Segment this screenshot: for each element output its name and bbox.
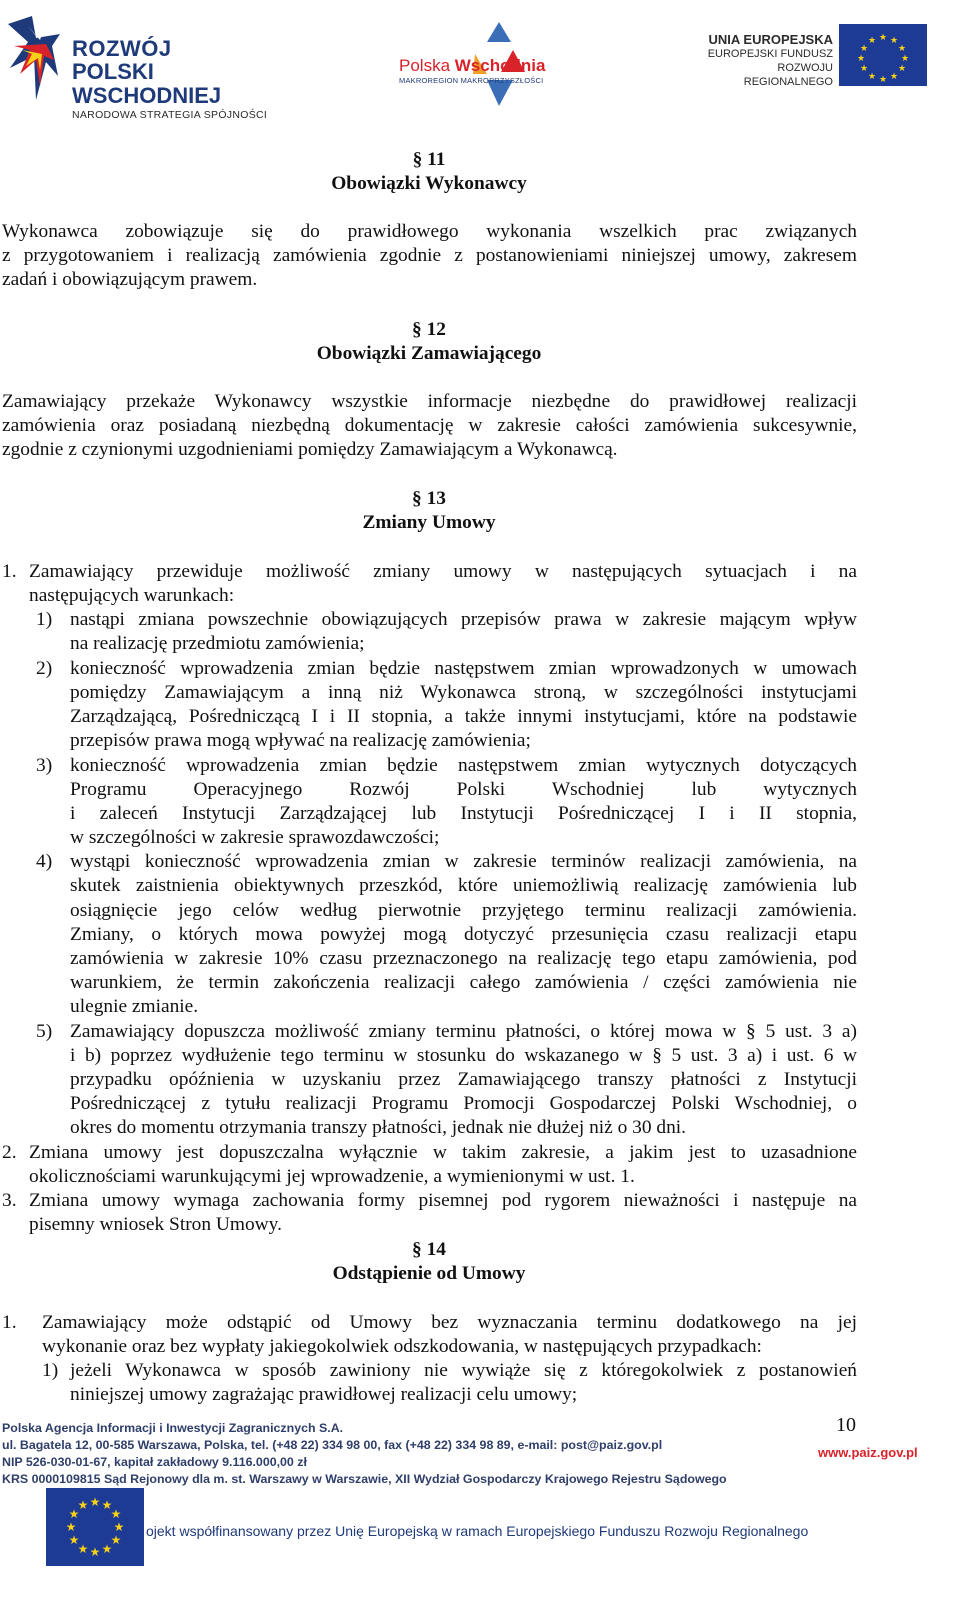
s14-item1-line2: wykonanie oraz bez wypłaty jakiegokolwiek odszkodowania, w następujących przypadkach: bbox=[42, 1336, 762, 1357]
s14-sub1-number: 1) bbox=[42, 1360, 59, 1381]
polska-wschodnia-logo bbox=[395, 20, 585, 110]
logo-rpw-line2: POLSKI WSCHODNIEJ bbox=[72, 59, 222, 108]
s13-sub5-line2: i b) poprzez wydłużenie tego terminu w stosunku do wskazanego w § 5 ust. 3 a) i ust. 6 w bbox=[70, 1045, 857, 1066]
svg-text:★: ★ bbox=[878, 33, 888, 43]
s13-item3-number: 3. bbox=[2, 1190, 17, 1211]
s13-sub2-line4: przepisów prawa mogą wpływać na realizację zamówienia; bbox=[70, 730, 531, 751]
svg-text:★: ★ bbox=[110, 1533, 122, 1547]
s13-sub2-line2: pomiędzy Zamawiającym a inną niż Wykonawca stroną, w szczególności instytucjami bbox=[70, 682, 857, 703]
s13-sub5-number: 5) bbox=[36, 1021, 53, 1042]
footer-krs: KRS 0000109815 Sąd Rejonowy dla m. st. Warszawy w Warszawie, XII Wydział Gospodarczy Krajowego Rejestru Sądowego bbox=[2, 1472, 727, 1486]
svg-text:★: ★ bbox=[867, 36, 877, 46]
s13-item3-line2: pisemny wniosek Stron Umowy. bbox=[29, 1214, 282, 1235]
svg-text:★: ★ bbox=[101, 1542, 113, 1556]
s13-sub2-line1: konieczność wprowadzenia zmian będzie następstwem zmian wprowadzonych w umowach bbox=[70, 658, 857, 679]
logo-rpw-line3: NARODOWA STRATEGIA SPÓJNOŚCI bbox=[72, 109, 268, 121]
svg-text:★: ★ bbox=[897, 64, 907, 74]
footer-cofinancing-note: ojekt współfinansowany przez Unię Europejską w ramach Europejskiego Funduszu Rozwoju Regionalnego bbox=[146, 1523, 809, 1539]
s13-sub2-number: 2) bbox=[36, 658, 53, 679]
s13-item1-line2: następujących warunkach: bbox=[29, 585, 235, 606]
s13-sub3-line3: i zaleceń Instytucji Zarządzającej lub Instytucji Pośredniczącej I i II stopnia, bbox=[70, 803, 857, 824]
s13-sub3-line4: w szczególności w zakresie sprawozdawczości; bbox=[70, 827, 440, 848]
s13-sub4-line4: Zmiany, o których mowa powyżej mogą dotyczyć przesunięcia czasu realizacji etapu bbox=[70, 924, 857, 945]
s14-sub1-line1: jeżeli Wykonawca w sposób zawiniony nie wywiąże się z któregokolwiek z postanowień bbox=[70, 1360, 857, 1381]
svg-text:★: ★ bbox=[68, 1507, 80, 1521]
logo-pw-name-a: Polska bbox=[399, 56, 455, 75]
logo-ue-line2: EUROPEJSKI FUNDUSZ bbox=[707, 48, 833, 60]
star-emblem-icon bbox=[6, 16, 60, 102]
svg-text:★: ★ bbox=[113, 1520, 125, 1534]
s13-sub4-line2: skutek zaistnienia obiektywnych przeszkód, które uniemożliwią realizację zamówienia lub bbox=[70, 875, 857, 896]
s13-sub1-line1: nastąpi zmiana powszechnie obowiązujących przepisów prawa w zakresie mającym wpływ bbox=[70, 609, 857, 630]
s13-sub5-line1: Zamawiający dopuszcza możliwość zmiany terminu płatności, o której mowa w § 5 ust. 3 a) bbox=[70, 1021, 857, 1042]
svg-text:★: ★ bbox=[878, 75, 888, 85]
s13-sub4-line7: ulegnie zmianie. bbox=[70, 996, 199, 1017]
logo-rpw-line1: ROZWÓJ bbox=[72, 36, 172, 61]
svg-text:★: ★ bbox=[77, 1498, 89, 1512]
svg-text:★: ★ bbox=[859, 44, 869, 54]
s13-sub5-line3: przypadku opóźnienia w uzyskaniu przez Zamawiającego transzy płatności z Instytucji bbox=[70, 1069, 857, 1090]
section-12-text-line3: zgodnie z czynionymi uzgodnieniami pomiędzy Zamawiającym a Wykonawcą. bbox=[2, 439, 618, 460]
s13-sub4-line1: wystąpi konieczność wprowadzenia zmian w zakresie terminów realizacji zamówienia, na bbox=[70, 851, 857, 872]
s13-item2-line1: Zmiana umowy jest dopuszczalna wyłącznie w takim zakresie, a jakim jest to uzasadnione bbox=[29, 1142, 857, 1163]
s13-sub4-number: 4) bbox=[36, 851, 53, 872]
section-11-text-line2: z przygotowaniem i realizacją zamówienia zgodnie z postanowieniami niniejszej umowy, zakresem bbox=[2, 245, 857, 266]
svg-text:★: ★ bbox=[867, 72, 877, 82]
svg-text:★: ★ bbox=[897, 44, 907, 54]
s13-sub4-line3: osiągnięcie jego celów według pierwotnie przyjętego terminu realizacji zamówienia. bbox=[70, 900, 857, 921]
section-11-text-line1: Wykonawca zobowiązuje się do prawidłowego wykonania wszelkich prac związanych bbox=[2, 221, 857, 242]
footer-nip: NIP 526-030-01-67, kapitał zakładowy 9.116.000,00 zł bbox=[2, 1455, 307, 1469]
section-14-title: Odstąpienie od Umowy bbox=[332, 1263, 526, 1284]
section-11-title: Obowiązki Wykonawcy bbox=[331, 173, 527, 194]
section-12-text-line1: Zamawiający przekaże Wykonawcy wszystkie informacje niezbędne do prawidłowej realizacji bbox=[2, 391, 857, 412]
page-number: 10 bbox=[836, 1414, 856, 1436]
s13-sub5-line4: Pośredniczącej z tytułu realizacji Programu Promocji Gospodarczej Polski Wschodniej, o bbox=[70, 1093, 857, 1114]
s13-item3-line1: Zmiana umowy wymaga zachowania formy pisemnej pod rygorem nieważności i następuje na bbox=[29, 1190, 857, 1211]
s13-item2-line2: okolicznościami warunkującymi jej wprowadzenie, a wymienionymi w ust. 1. bbox=[29, 1166, 635, 1187]
s13-sub4-line5: zamówienia w zakresie 10% czasu przeznaczonego na realizację tego etapu zamówienia, pod bbox=[70, 948, 857, 969]
section-11-text-line3: zadań i obowiązującym prawem. bbox=[2, 269, 258, 290]
svg-text:★: ★ bbox=[889, 72, 899, 82]
s13-item2-number: 2. bbox=[2, 1142, 17, 1163]
svg-text:★: ★ bbox=[101, 1498, 113, 1512]
s14-item1-number: 1. bbox=[2, 1312, 17, 1333]
logo-ue-line3: ROZWOJU REGIONALNEGO bbox=[743, 62, 833, 88]
eu-flag-icon bbox=[46, 1488, 144, 1566]
s14-item1-line1: Zamawiający może odstąpić od Umowy bez wyznaczania terminu dodatkowego na jej bbox=[42, 1312, 857, 1333]
s13-sub1-number: 1) bbox=[36, 609, 53, 630]
unia-europejska-logo bbox=[695, 22, 955, 92]
s14-sub1-line2: niniejszej umowy zagrażając prawidłowej realizacji celu umowy; bbox=[70, 1384, 578, 1405]
svg-text:★: ★ bbox=[859, 64, 869, 74]
s13-item1-line1: Zamawiający przewiduje możliwość zmiany umowy w następujących sytuacjach i na bbox=[29, 561, 857, 582]
svg-text:★: ★ bbox=[89, 1545, 101, 1559]
logo-ue-line1: UNIA EUROPEJSKA bbox=[708, 32, 833, 47]
svg-text:★: ★ bbox=[89, 1495, 101, 1509]
logo-pw-name-b: Wschodnia bbox=[454, 56, 546, 75]
svg-text:★: ★ bbox=[110, 1507, 122, 1521]
rozwoj-polski-wschodniej-logo bbox=[0, 14, 300, 121]
s13-item1-number: 1. bbox=[2, 561, 17, 582]
s13-sub3-line1: konieczność wprowadzenia zmian będzie następstwem zmian wytycznych dotyczących bbox=[70, 755, 857, 776]
footer-address: ul. Bagatela 12, 00-585 Warszawa, Polska, tel. (+48 22) 334 98 00, fax (+48 22) 334 98 89, e-mail: post@paiz.gov.pl bbox=[2, 1438, 663, 1452]
section-14-number: § 14 bbox=[412, 1239, 446, 1260]
svg-text:★: ★ bbox=[856, 54, 866, 64]
s13-sub3-line2: Programu Operacyjnego Rozwój Polski Wschodniej lub wytycznych bbox=[70, 779, 857, 800]
svg-text:★: ★ bbox=[77, 1542, 89, 1556]
footer-website-link[interactable]: www.paiz.gov.pl bbox=[818, 1445, 918, 1460]
section-12-number: § 12 bbox=[412, 319, 446, 340]
section-12-text-line2: zamówienia oraz posiadaną niezbędną dokumentację w zakresie całości zamówienia sukcesywnie, bbox=[2, 415, 857, 436]
s13-sub3-number: 3) bbox=[36, 755, 53, 776]
section-13-number: § 13 bbox=[412, 488, 446, 509]
logo-pw-sub: MAKROREGION MAKROPRZYSZŁOŚCI bbox=[399, 76, 544, 85]
s13-sub4-line6: warunkiem, że termin zakończenia realizacji całego zamówienia / części zamówienia nie bbox=[70, 972, 857, 993]
s13-sub5-line5: okres do momentu otrzymania transzy płatności, jednak nie dłużej niż o 30 dni. bbox=[70, 1117, 687, 1138]
footer-company: Polska Agencja Informacji i Inwestycji Zagranicznych S.A. bbox=[2, 1421, 344, 1435]
s13-sub2-line3: Zarządzającą, Pośredniczącą I i II stopnia, a także innymi instytucjami, które na podstawie bbox=[70, 706, 857, 727]
svg-text:★: ★ bbox=[900, 54, 910, 64]
svg-text:★: ★ bbox=[889, 36, 899, 46]
section-13-title: Zmiany Umowy bbox=[362, 512, 496, 533]
section-12-title: Obowiązki Zamawiającego bbox=[316, 343, 542, 364]
section-11-number: § 11 bbox=[412, 149, 446, 170]
s13-sub1-line2: na realizację przedmiotu zamówienia; bbox=[70, 633, 365, 654]
eu-flag-icon bbox=[839, 24, 927, 86]
svg-text:★: ★ bbox=[68, 1533, 80, 1547]
svg-text:★: ★ bbox=[65, 1520, 77, 1534]
